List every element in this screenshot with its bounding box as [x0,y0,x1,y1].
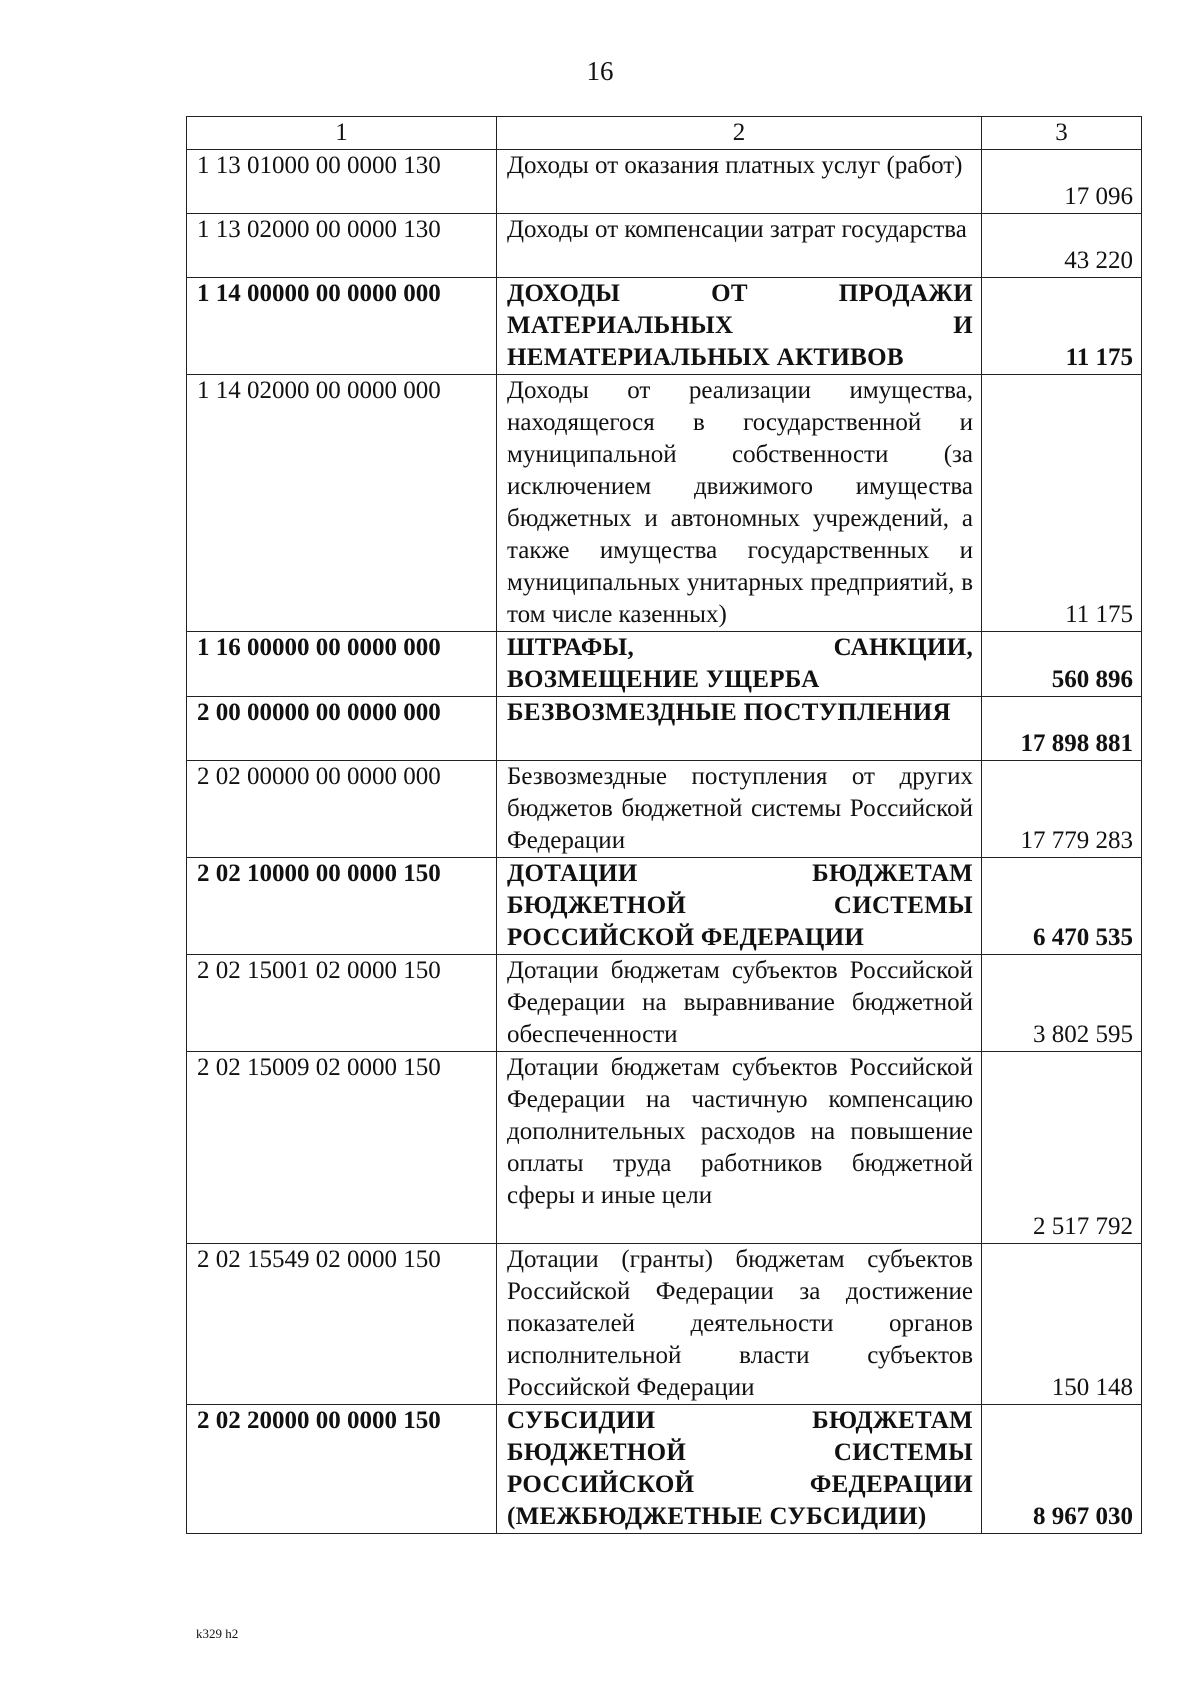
footer-document-mark: k329 h2 [196,1626,239,1641]
revenue-name: ДОТАЦИИ БЮДЖЕТАМ БЮДЖЕТНОЙ СИСТЕМЫ РОССИЙСКОЙ ФЕДЕРАЦИИ [497,858,982,955]
amount: 6 470 535 [982,858,1142,955]
amount: 3 802 595 [982,955,1142,1052]
amount: 11 175 [982,278,1142,375]
budget-revenue-table [186,116,1142,1534]
budget-code: 2 00 00000 00 0000 000 [187,697,497,761]
revenue-name: ШТРАФЫ, САНКЦИИ, ВОЗМЕЩЕНИЕ УЩЕРБА [497,632,982,697]
table-row [187,632,1142,697]
table-header-row [187,117,1142,150]
budget-code: 2 02 15001 02 0000 150 [187,955,497,1052]
budget-code: 1 14 02000 00 0000 000 [187,375,497,632]
budget-code: 1 16 00000 00 0000 000 [187,632,497,697]
budget-code: 2 02 15549 02 0000 150 [187,1244,497,1405]
revenue-name: Доходы от оказания платных услуг (работ) [497,150,982,214]
page-number: 16 [586,56,614,86]
amount: 17 898 881 [982,697,1142,761]
budget-code: 2 02 10000 00 0000 150 [187,858,497,955]
amount: 17 779 283 [982,761,1142,858]
revenue-name: БЕЗВОЗМЕЗДНЫЕ ПОСТУПЛЕНИЯ [497,697,982,761]
column-header-code: 1 [187,117,497,150]
amount: 11 175 [982,375,1142,632]
revenue-name: Доходы от реализации имущества, находящегося в государственной и муниципальной собственности (за исключением движимого имущества бюджетных и автономных учреждений, а также имущества государственных и муниципальных унитарных предприятий, в том числе казенных) [497,375,982,632]
table-row [187,858,1142,955]
revenue-name: Дотации бюджетам субъектов Российской Федерации на частичную компенсацию дополнительных расходов на повышение оплаты труда работников бюджетной сферы и иные цели [497,1052,982,1244]
budget-code: 1 13 01000 00 0000 130 [187,150,497,214]
revenue-name: СУБСИДИИ БЮДЖЕТАМ БЮДЖЕТНОЙ СИСТЕМЫ РОССИЙСКОЙ ФЕДЕРАЦИИ (МЕЖБЮДЖЕТНЫЕ СУБСИДИИ) [497,1405,982,1534]
budget-code: 2 02 00000 00 0000 000 [187,761,497,858]
budget-code: 2 02 20000 00 0000 150 [187,1405,497,1534]
revenue-name: Безвозмездные поступления от других бюджетов бюджетной системы Российской Федерации [497,761,982,858]
column-header-amount: 3 [982,117,1142,150]
amount: 2 517 792 [982,1052,1142,1244]
revenue-name: ДОХОДЫ ОТ ПРОДАЖИ МАТЕРИАЛЬНЫХ И НЕМАТЕРИАЛЬНЫХ АКТИВОВ [497,278,982,375]
table-row [187,1052,1142,1244]
amount: 150 148 [982,1244,1142,1405]
table-row [187,1244,1142,1405]
revenue-name: Доходы от компенсации затрат государства [497,214,982,278]
amount: 43 220 [982,214,1142,278]
table-row [187,955,1142,1052]
table-row [187,375,1142,632]
amount: 17 096 [982,150,1142,214]
table-row [187,1405,1142,1534]
revenue-name: Дотации бюджетам субъектов Российской Федерации на выравнивание бюджетной обеспеченности [497,955,982,1052]
table-row [187,278,1142,375]
column-header-name: 2 [497,117,982,150]
table-row [187,697,1142,761]
budget-code: 2 02 15009 02 0000 150 [187,1052,497,1244]
budget-code: 1 13 02000 00 0000 130 [187,214,497,278]
revenue-name: Дотации (гранты) бюджетам субъектов Российской Федерации за достижение показателей деятельности органов исполнительной власти субъектов Российской Федерации [497,1244,982,1405]
budget-code: 1 14 00000 00 0000 000 [187,278,497,375]
table-row [187,214,1142,278]
amount: 560 896 [982,632,1142,697]
amount: 8 967 030 [982,1405,1142,1534]
table-row [187,150,1142,214]
table-row [187,761,1142,858]
